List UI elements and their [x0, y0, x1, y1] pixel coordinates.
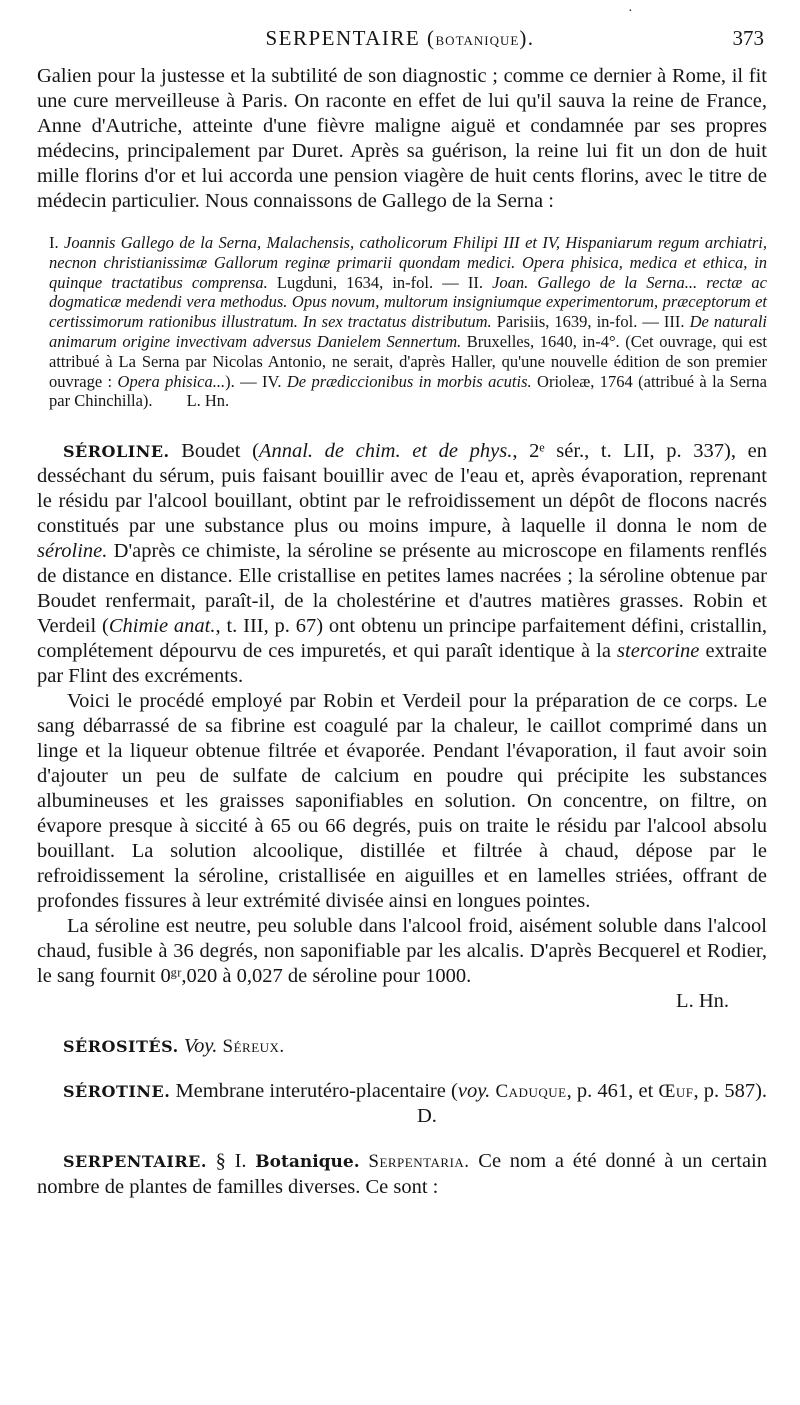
seroline-text-2: , 2ᵉ sér., t. LII, p. 337), en desséchant du sérum, puis faisant bouillir avec de l'eau et, après évaporation, reprenant le résidu par l'alcool bouillant, obtint par le refroidissement un dépôt de flocons nacrés constitués par une substance plus ou moins impure, à laquelle il donna le nom de [37, 440, 767, 538]
seroline-term-2: stercorine [617, 640, 700, 663]
entry-serpentaire [37, 1149, 767, 1200]
entry-head-serosites: SÉROSITÉS. [63, 1037, 179, 1057]
serotine-crossref-1: Caduque [495, 1081, 567, 1103]
biblio-text-6: Orioleæ, 1764 (attribué à la Serna par Chinchilla). [49, 371, 768, 411]
running-header [0, 26, 800, 56]
running-title-end: ). [519, 26, 535, 50]
biblio-text-5: ). — IV. [225, 371, 287, 391]
serotine-crossref-2: Œuf [658, 1081, 694, 1103]
biblio-title-4: Opera phisica... [117, 371, 226, 391]
seroline-text-4: , t. III, p. 67) ont obtenu un principe parfaitement défini, cristallin, complétement dépourvu de ces impuretés, et qui paraît identique à la [37, 615, 767, 663]
entry-head-seroline: SÉROLINE. [63, 442, 170, 462]
paragraph-gallego-continuation: Galien pour la justesse et la subtilité de son diagnostic ; comme ce dernier à Rome, il fit une cure merveilleuse à Paris. On raconte en effet de lui qu'il sauva la reine de France, Anne d'Autriche, atteinte d'une fièvre maligne aiguë et condamnée par ses propres médecins, principalement par Duret. Après sa guérison, la reine lui fit un don de huit mille florins d'or et lui accorda une pension viagère de huit cents florins, avec le titre de médecin particulier. Nous connaissons de Gallego de la Serna : [37, 65, 767, 212]
paragraph-seroline-procedure: Voici le procédé employé par Robin et Verdeil pour la préparation de ce corps. Le sang débarrassé de sa fibrine est coagulé par la chaleur, le caillot comprimé dans un linge et la liqueur obtenue filtrée et évaporée. Pendant l'évaporation, il faut avoir soin d'ajouter un peu de sulfate de calcium en poudre qui précipite les substances albumineuses et les graisses saponifiables en solution. On concentre, on filtre, on évapore presque à siccité à 65 ou 66 degrés, puis on traite le résidu par l'alcool absolu bouillant. La solution alcoolique, distillée et filtrée à chaud, dépose par le refroidissement la séroline, cristallisée en aiguilles et en lamelles striées, offrant de profondes fissures à leur extrémité divisée ainsi en longues pointes. [37, 690, 767, 913]
serotine-text-2: , p. 461, et [566, 1080, 659, 1103]
seroline-ref-2: Chimie anat. [108, 615, 216, 638]
seroline-text-5: extraite par Flint des excréments. [37, 640, 767, 688]
serpentaire-section-head: Botanique. [255, 1152, 360, 1173]
biblio-title-2: Joan. Gallego de la Serna... rectæ ac dogmaticæ medendi vera methodus. Opus novum, multorum insigniumque experimentorum, præceptorum et certissimorum rationibus illustratum. In sex tractatus distributum. [49, 272, 767, 332]
entry-seroline [37, 439, 767, 689]
biblio-title-5: De prædiccionibus in morbis acutis. [286, 371, 532, 391]
seroline-term: séroline. [37, 540, 108, 563]
seroline-signature: L. Hn. [676, 990, 729, 1013]
serpentaire-section-number: § I. [206, 1150, 256, 1173]
biblio-text-4: Bruxelles, 1640, in-4°. (Cet ouvrage, qui est attribué à La Serna par Nicolas Antonio, ne serait, d'après Haller, qu'une nouvelle édition de son premier ouvrage : [49, 331, 767, 391]
running-title [0, 26, 800, 51]
serosites-voy: Voy. [183, 1035, 218, 1058]
page-number: 373 [732, 26, 764, 50]
running-title-subtitle: BOTANIQUE [435, 33, 520, 48]
biblio-text-3: Parisiis, 1639, in-fol. — III. [491, 312, 690, 332]
serotine-voy: voy. [457, 1080, 491, 1103]
serpentaire-latin-name: Serpentaria. [368, 1151, 470, 1173]
biblio-title-3: De naturali animarum origine invectivam adversus Danielem Sennertum. [49, 312, 767, 351]
bibliography-gallego [37, 233, 767, 411]
entry-serotine [37, 1079, 767, 1129]
serotine-signature: D. [417, 1105, 437, 1128]
serpentaire-text: Ce nom a été donné à un certain nombre de plantes de familles diverses. Ce sont : [37, 1150, 768, 1199]
body-text [37, 64, 767, 1200]
biblio-text-1: I. [49, 233, 65, 252]
page-mark: · [628, 4, 633, 19]
seroline-text-3: D'après ce chimiste, la séroline se présente au microscope en filaments renflés de distance en distance. Elle cristallise en petites lames nacrées ; la séroline obtenue par Boudet renfermait, paraît-il, de la cholestérine et d'autres matières grasses. Robin et Verdeil ( [37, 540, 767, 638]
entry-serosites [37, 1034, 767, 1059]
seroline-ref-1: Annal. de chim. et de phys. [258, 440, 513, 463]
paragraph-seroline-properties: La séroline est neutre, peu soluble dans l'alcool froid, aisément soluble dans l'alcool chaud, fusible à 36 degrés, non saponifiable par les alcalis. D'après Becquerel et Rodier, le sang fournit 0ᵍʳ,020 à 0,027 de séroline pour 1000. [37, 915, 767, 988]
serosites-crossref: Séreux. [222, 1036, 285, 1058]
entry-head-serotine: SÉROTINE. [63, 1082, 171, 1102]
entry-head-serpentaire: SERPENTAIRE. [63, 1152, 207, 1172]
biblio-signature: L. Hn. [186, 391, 230, 411]
biblio-title-1: Joannis Gallego de la Serna, Malachensis, catholicorum Fhilipi III et IV, Hispaniarum regum archiatri, necnon christianissimæ Gallorum reginæ primarii quondam medici. Opera phisica, medica et ethica, in quinque tractatibus comprensa. [49, 233, 767, 292]
biblio-text-2: Lugduni, 1634, in-fol. — II. [267, 272, 493, 292]
seroline-text-1: Boudet ( [169, 440, 259, 463]
running-title-main: SERPENTAIRE ( [265, 26, 436, 50]
serotine-text-3: , p. 587). [693, 1080, 768, 1103]
serotine-text-1: Membrane interutéro-placentaire ( [170, 1080, 458, 1103]
